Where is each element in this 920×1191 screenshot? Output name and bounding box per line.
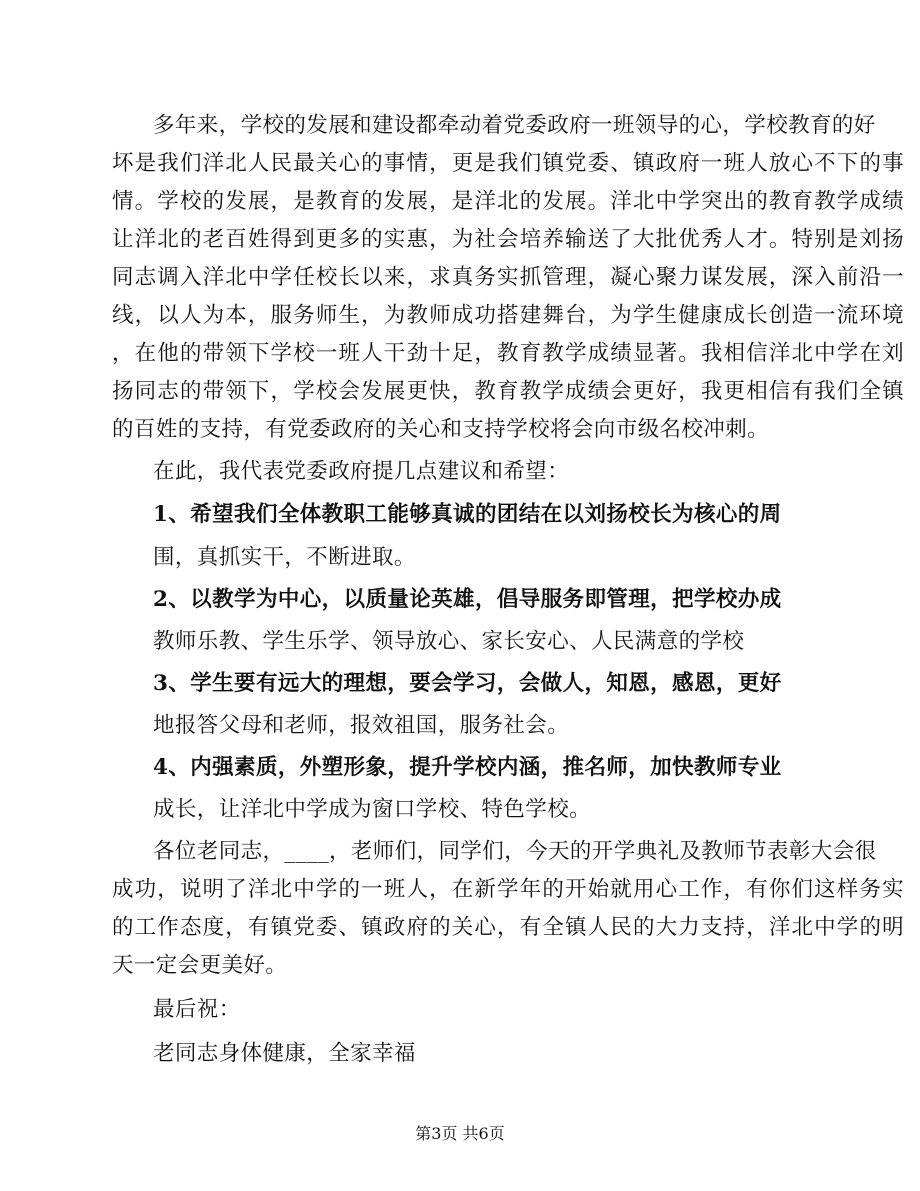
final-wish-intro: 最后祝：	[153, 997, 241, 1022]
suggestion-1-title: 1、希望我们全体教职工能够真诚的团结在以刘扬校长为核心的周	[153, 502, 782, 527]
suggestion-2-body: 教师乐教、学生乐学、领导放心、家长安心、人民满意的学校	[153, 629, 745, 654]
paragraph-1-line-7: ，在他的带领下学校一班人干劲十足，教育教学成绩显著。我相信洋北中学在刘	[112, 341, 905, 366]
suggestion-2-title: 2、以教学为中心，以质量论英雄，倡导服务即管理，把学校办成	[153, 587, 782, 612]
closing-paragraph-line-2: 成功，说明了洋北中学的一班人，在新学年的开始就用心工作，有你们这样务实	[112, 877, 905, 902]
paragraph-1-line-4: 让洋北的老百姓得到更多的实惠，为社会培养输送了大批优秀人才。特别是刘扬	[112, 227, 905, 252]
suggestions-intro: 在此，我代表党委政府提几点建议和希望：	[153, 459, 570, 484]
paragraph-1-line-2: 坏是我们洋北人民最关心的事情，更是我们镇党委、镇政府一班人放心不下的事	[112, 151, 905, 176]
closing-paragraph-line-1: 各位老同志，____，老师们，同学们，今天的开学典礼及教师节表彰大会很	[153, 839, 877, 864]
paragraph-1-line-3: 情。学校的发展，是教育的发展，是洋北的发展。洋北中学突出的教育教学成绩	[112, 189, 905, 214]
paragraph-1-line-6: 线，以人为本，服务师生，为教师成功搭建舞台，为学生健康成长创造一流环境	[112, 303, 905, 328]
suggestion-4-body: 成长，让洋北中学成为窗口学校、特色学校。	[153, 797, 592, 822]
paragraph-1-line-8: 扬同志的带领下，学校会发展更快，教育教学成绩会更好，我更相信有我们全镇	[112, 379, 905, 404]
suggestion-3-title: 3、学生要有远大的理想，要会学习，会做人，知恩，感恩，更好	[153, 671, 782, 696]
paragraph-1-line-5: 同志调入洋北中学任校长以来，求真务实抓管理，凝心聚力谋发展，深入前沿一	[112, 265, 905, 290]
paragraph-1-line-9: 的百姓的支持，有党委政府的关心和支持学校将会向市级名校冲刺。	[112, 417, 770, 442]
suggestion-1-body: 围，真抓实干，不断进取。	[153, 545, 416, 570]
closing-paragraph-line-4: 天一定会更美好。	[112, 953, 288, 978]
closing-paragraph-line-3: 的工作态度，有镇党委、镇政府的关心，有全镇人民的大力支持，洋北中学的明	[112, 915, 905, 940]
paragraph-1-line-1: 多年来，学校的发展和建设都牵动着党委政府一班领导的心，学校教育的好	[153, 113, 876, 138]
suggestion-4-title: 4、内强素质，外塑形象，提升学校内涵，推名师，加快教师专业	[153, 755, 782, 780]
page-number: 第3页 共6页	[415, 1124, 505, 1143]
suggestion-3-body: 地报答父母和老师，报效祖国，服务社会。	[153, 713, 570, 738]
final-wish: 老同志身体健康，全家幸福	[153, 1041, 416, 1066]
